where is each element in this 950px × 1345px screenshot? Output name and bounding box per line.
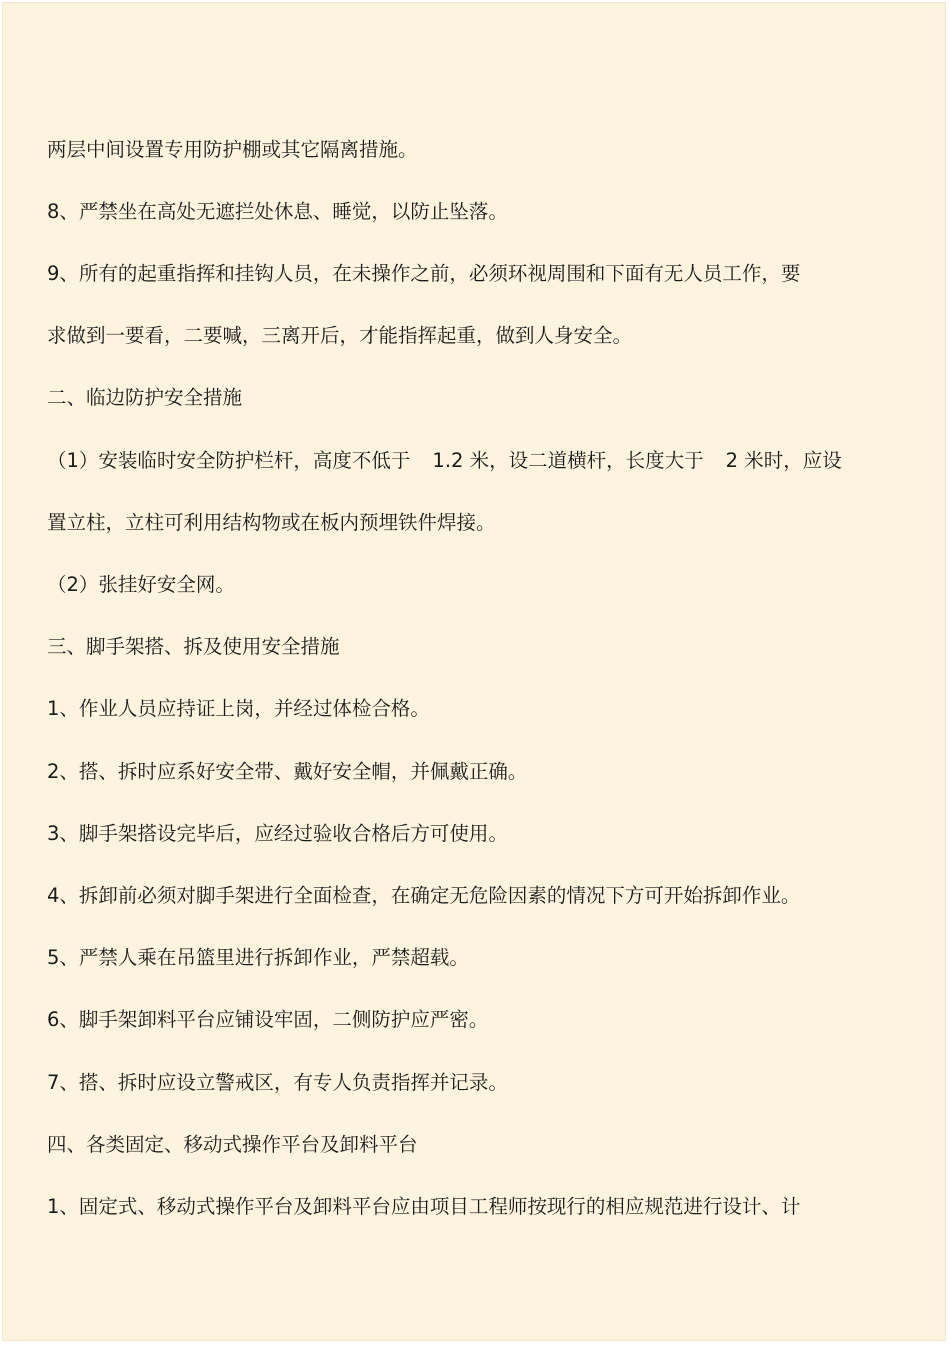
text-segment: 2 米时，应设	[725, 449, 842, 472]
text-line: 1、作业人员应持证上岗，并经过体检合格。	[47, 697, 430, 720]
text-line: 置立柱，立柱可利用结构物或在板内预埋铁件焊接。	[47, 511, 496, 534]
text-line: 5、严禁人乘在吊篮里进行拆卸作业，严禁超载。	[47, 946, 469, 969]
section-heading: 二、临边防护安全措施	[47, 386, 243, 409]
text-line: 两层中间设置专用防护棚或其它隔离措施。	[47, 138, 418, 161]
text-line: 7、搭、拆时应设立警戒区，有专人负责指挥并记录。	[47, 1071, 508, 1094]
text-line: 4、拆卸前必须对脚手架进行全面检查，在确定无危险因素的情况下方可开始拆卸作业。	[47, 884, 801, 907]
section-heading: 三、脚手架搭、拆及使用安全措施	[47, 635, 340, 658]
text-line: 9、所有的起重指挥和挂钩人员，在未操作之前，必须环视周围和下面有无人员工作，要	[47, 262, 801, 285]
text-line: 3、脚手架搭设完毕后，应经过验收合格后方可使用。	[47, 822, 508, 845]
section-heading: 四、各类固定、移动式操作平台及卸料平台	[47, 1133, 418, 1156]
text-line: 6、脚手架卸料平台应铺设牢固，二侧防护应严密。	[47, 1008, 489, 1031]
text-line: （2）张挂好安全网。	[47, 573, 235, 596]
text-line: 8、严禁坐在高处无遮拦处休息、睡觉，以防止坠落。	[47, 200, 508, 223]
text-line	[47, 449, 842, 473]
document-page	[2, 2, 946, 1341]
text-line: 1、固定式、移动式操作平台及卸料平台应由项目工程师按现行的相应规范进行设计、计	[47, 1195, 801, 1218]
text-line: 求做到一要看，二要喊，三离开后，才能指挥起重，做到人身安全。	[47, 324, 633, 347]
text-segment: 1.2 米，设二道横杆，长度大于	[432, 449, 704, 472]
text-line: 2、搭、拆时应系好安全带、戴好安全帽，并佩戴正确。	[47, 760, 528, 783]
text-segment: （1）安装临时安全防护栏杆，高度不低于	[47, 449, 411, 472]
